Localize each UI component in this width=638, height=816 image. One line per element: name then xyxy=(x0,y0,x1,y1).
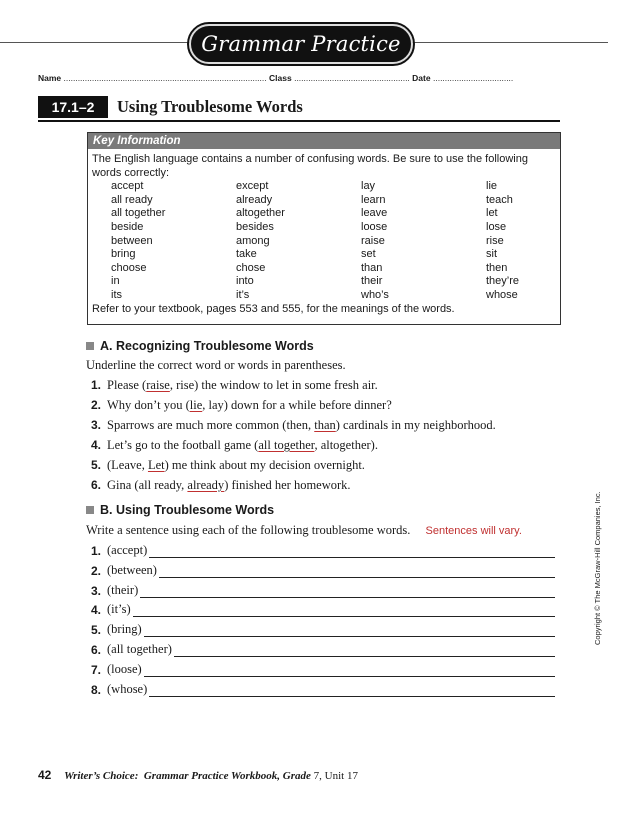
section-b-instructions-row xyxy=(86,523,522,538)
word-cell: leave xyxy=(361,207,388,220)
word-cell: chose xyxy=(236,261,266,274)
exercise-item xyxy=(91,438,378,453)
item-number: 3. xyxy=(91,583,102,598)
word-cell: into xyxy=(236,275,254,288)
answer-line[interactable] xyxy=(149,684,555,697)
key-information-heading: Key Information xyxy=(88,133,560,149)
word-cell: except xyxy=(236,180,269,193)
item-answer[interactable]: than xyxy=(314,418,336,432)
item-number: 1. xyxy=(91,544,102,558)
item-text: , altogether). xyxy=(314,438,378,452)
word-cell: lay xyxy=(361,180,376,193)
item-number: 4. xyxy=(91,603,102,618)
date-field[interactable]: .................................. xyxy=(432,73,514,83)
key-information-intro: The English language contains a number of confusing words. Be sure to use the following words correctly: xyxy=(92,153,528,179)
word-cell: then xyxy=(486,261,508,274)
word-cell: they’re xyxy=(486,275,520,288)
word-cell: sit xyxy=(486,248,497,261)
word-cell: accept xyxy=(111,180,144,193)
word-cell: raise xyxy=(361,234,385,247)
item-word: (all together) xyxy=(107,642,172,656)
answer-line[interactable] xyxy=(144,624,555,637)
item-number: 7. xyxy=(91,662,102,677)
item-number: 2. xyxy=(91,563,102,578)
key-information-footer: Refer to your textbook, pages 553 and 555, for the meanings of the words. xyxy=(92,302,455,315)
item-text: , rise) the window to let in some fresh air. xyxy=(169,378,378,392)
section-a-heading xyxy=(86,339,314,353)
item-word: (their) xyxy=(107,582,139,597)
name-label: Name xyxy=(38,73,62,83)
section-a-instructions: Underline the correct word or words in parentheses. xyxy=(86,358,346,372)
item-text: Please ( xyxy=(107,378,147,392)
answer-line[interactable] xyxy=(149,545,555,558)
word-cell: besides xyxy=(236,220,274,233)
item-word: (it’s) xyxy=(107,602,131,617)
word-cell: loose xyxy=(361,220,388,233)
word-list xyxy=(92,180,556,302)
exercise-item xyxy=(91,418,496,433)
item-text: ) cardinals in my neighborhood. xyxy=(335,418,496,432)
banner-title: Grammar Practice xyxy=(189,24,413,64)
word-cell: learn xyxy=(361,193,386,206)
answer-line[interactable] xyxy=(133,604,555,617)
writing-item xyxy=(91,682,555,697)
word-cell: altogether xyxy=(236,207,285,220)
class-label: Class xyxy=(269,73,292,83)
item-text: ) me think about my decision overnight. xyxy=(164,458,365,472)
item-text: Gina (all ready, xyxy=(107,478,188,492)
name-field[interactable]: ...................................................................................... xyxy=(63,73,267,83)
item-word: (bring) xyxy=(107,622,142,637)
item-word: (loose) xyxy=(107,661,142,676)
writing-item xyxy=(91,662,555,677)
book-subtitle: Grammar Practice Workbook, Grade xyxy=(143,770,311,782)
writing-item xyxy=(91,602,555,617)
writing-item xyxy=(91,642,555,657)
lesson-number: 17.1–2 xyxy=(38,96,108,118)
word-cell: all ready xyxy=(111,193,153,206)
item-number: 8. xyxy=(91,682,102,697)
writing-item xyxy=(91,622,555,637)
page-number: 42 xyxy=(38,768,52,782)
item-number: 1. xyxy=(91,378,102,392)
word-cell: lose xyxy=(486,220,507,233)
section-a-title: A. Recognizing Troublesome Words xyxy=(100,339,314,353)
word-cell: rise xyxy=(486,234,504,247)
item-answer[interactable]: lie xyxy=(189,398,203,412)
word-cell: lie xyxy=(486,180,498,193)
section-b-instructions: Write a sentence using each of the following troublesome words. xyxy=(86,523,411,537)
page-footer xyxy=(38,768,358,782)
word-cell: choose xyxy=(111,261,147,274)
exercise-item xyxy=(91,398,392,413)
class-field[interactable]: ................................................. xyxy=(294,73,410,83)
exercise-item xyxy=(91,378,378,393)
item-word: (between) xyxy=(107,562,157,577)
word-cell: let xyxy=(486,207,498,220)
word-cell: than xyxy=(361,261,383,274)
square-bullet-icon xyxy=(86,342,94,350)
word-cell: among xyxy=(236,234,270,247)
item-answer[interactable]: raise xyxy=(146,378,170,392)
copyright-notice: Copyright © The McGraw-Hill Companies, Inc. xyxy=(593,491,602,645)
item-word: (accept) xyxy=(107,543,148,557)
item-number: 6. xyxy=(91,643,102,657)
writing-item xyxy=(91,563,555,578)
word-cell: already xyxy=(236,193,273,206)
square-bullet-icon xyxy=(86,506,94,514)
item-text: (Leave, xyxy=(107,458,148,472)
word-cell: their xyxy=(361,275,383,288)
writing-item xyxy=(91,543,555,558)
word-cell: who’s xyxy=(361,288,389,301)
item-number: 2. xyxy=(91,398,102,412)
section-b-heading xyxy=(86,503,274,517)
answer-line[interactable] xyxy=(174,644,555,657)
date-label: Date xyxy=(412,73,431,83)
item-number: 3. xyxy=(91,418,102,432)
name-class-date-row xyxy=(38,73,562,83)
key-information-box xyxy=(87,132,561,325)
exercise-item xyxy=(91,458,365,473)
writing-item xyxy=(91,583,555,598)
book-title: Writer’s Choice: xyxy=(64,770,139,782)
item-answer[interactable]: already xyxy=(187,478,225,492)
item-answer[interactable]: Let xyxy=(147,458,165,472)
answer-line[interactable] xyxy=(159,565,555,578)
word-cell: teach xyxy=(486,193,513,206)
word-cell: between xyxy=(111,234,153,247)
item-text: Sparrows are much more common (then, xyxy=(107,418,315,432)
item-text: Why don’t you ( xyxy=(107,398,190,412)
item-text: ) finished her homework. xyxy=(224,478,351,492)
item-answer[interactable]: all together xyxy=(258,438,315,452)
exercise-item xyxy=(91,478,351,493)
item-word: (whose) xyxy=(107,681,148,696)
section-b-title: B. Using Troublesome Words xyxy=(100,503,275,517)
answer-line[interactable] xyxy=(140,585,555,598)
item-number: 4. xyxy=(91,438,102,452)
answer-note: Sentences will vary. xyxy=(425,525,522,537)
word-cell: all together xyxy=(111,207,166,220)
lesson-rule xyxy=(38,120,560,122)
word-cell: in xyxy=(111,275,120,288)
word-cell: take xyxy=(236,248,257,261)
answer-line[interactable] xyxy=(144,664,555,677)
grade-number: 7 xyxy=(313,770,320,782)
word-cell: its xyxy=(111,288,122,301)
item-number: 5. xyxy=(91,623,102,638)
item-number: 5. xyxy=(91,458,102,472)
word-cell: bring xyxy=(111,248,136,261)
word-cell: whose xyxy=(486,288,518,301)
unit-label: , Unit 17 xyxy=(319,770,358,782)
lesson-title: Using Troublesome Words xyxy=(117,97,303,116)
word-cell: it’s xyxy=(236,288,250,301)
word-cell: beside xyxy=(111,220,144,233)
word-cell: set xyxy=(361,248,376,261)
item-text: , lay) down for a while before dinner? xyxy=(202,398,392,412)
item-text: Let’s go to the football game ( xyxy=(107,438,259,452)
item-number: 6. xyxy=(91,478,102,492)
